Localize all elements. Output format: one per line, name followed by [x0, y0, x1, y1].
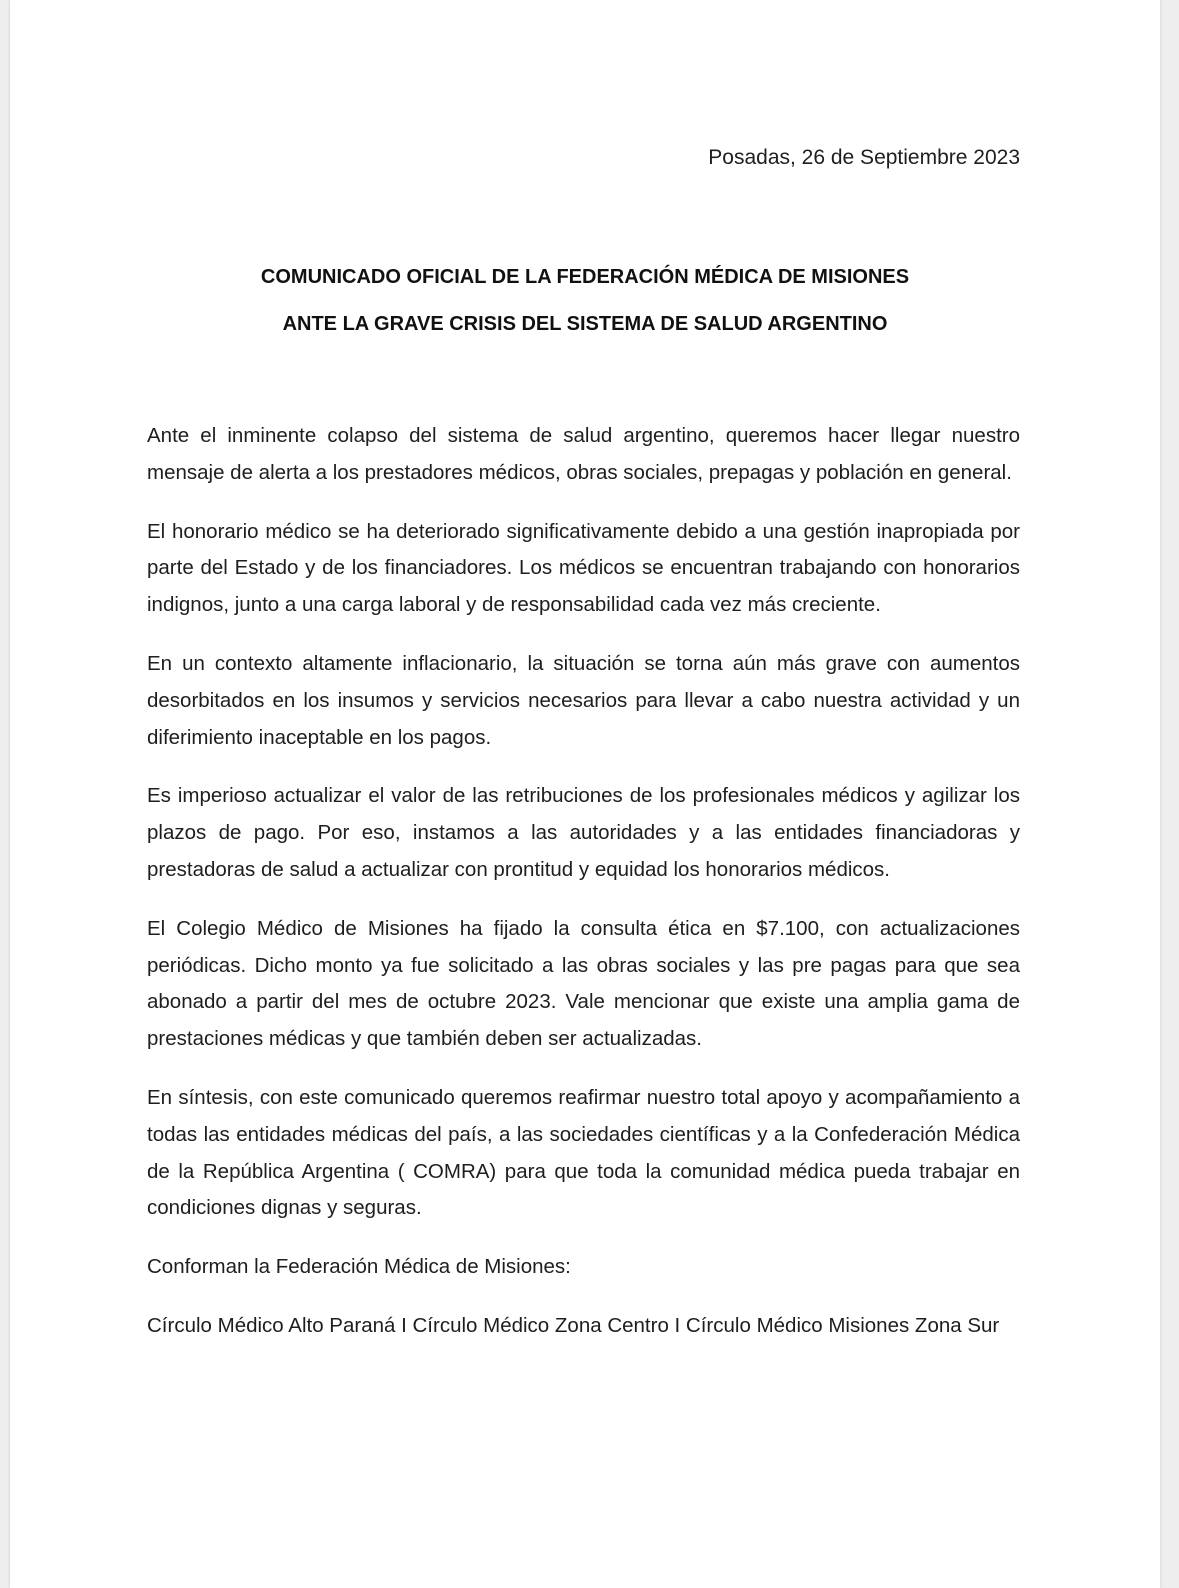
- paragraph-colegio: El Colegio Médico de Misiones ha fijado la consulta ética en $7.100, con actualizaciones periódicas. Dicho monto ya fue solicitado a las obras sociales y las pre pagas para que sea abonado a partir del mes de octubre 2023. Vale mencionar que existe una amplia gama de prestaciones médicas y que también deben ser actualizadas.: [147, 916, 1020, 1051]
- paragraph-imperioso: Es imperioso actualizar el valor de las retribuciones de los profesionales médicos y agilizar los plazos de pago. Por eso, instamos a las autoridades y a las entidades financiadoras y prestadoras de salud a actualizar con prontitud y equidad los honorarios médicos.: [147, 784, 1020, 881]
- document-date: Posadas, 26 de Septiembre 2023: [708, 146, 1020, 169]
- paragraph-intro: Ante el inminente colapso del sistema de salud argentino, queremos hacer llegar nuestro mensaje de alerta a los prestadores médicos, obras sociales, prepagas y población en general.: [147, 424, 1020, 484]
- paragraph-conforman: Conforman la Federación Médica de Misiones:: [147, 1255, 571, 1279]
- paragraph-sintesis: En síntesis, con este comunicado queremos reafirmar nuestro total apoyo y acompañamiento a todas las entidades médicas del país, a las sociedades científicas y a la Confederación Médica de la República Argentina ( COMRA) para que toda la comunidad médica pueda trabajar en condiciones dignas y seguras.: [147, 1085, 1020, 1220]
- paragraph-honorario: El honorario médico se ha deteriorado significativamente debido a una gestión inapropiada por parte del Estado y de los financiadores. Los médicos se encuentran trabajando con honorarios indignos, junto a una carga laboral y de responsabilidad cada vez más creciente.: [147, 519, 1020, 617]
- paragraph-contexto: En un contexto altamente inflacionario, la situación se torna aún más grave con aumentos desorbitados en los insumos y servicios necesarios para llevar a cabo nuestra actividad y un diferimiento inaceptable en los pagos.: [147, 651, 1020, 749]
- paragraph-members: Círculo Médico Alto Paraná I Círculo Médico Zona Centro I Círculo Médico Misiones Zona Sur: [147, 1313, 1000, 1337]
- document-body: [147, 418, 1020, 1367]
- document-title-line-2: ANTE LA GRAVE CRISIS DEL SISTEMA DE SALUD ARGENTINO: [282, 313, 888, 335]
- document-page: [10, 0, 1160, 1588]
- document-title-line-1: COMUNICADO OFICIAL DE LA FEDERACIÓN MÉDICA DE MISIONES: [260, 266, 910, 288]
